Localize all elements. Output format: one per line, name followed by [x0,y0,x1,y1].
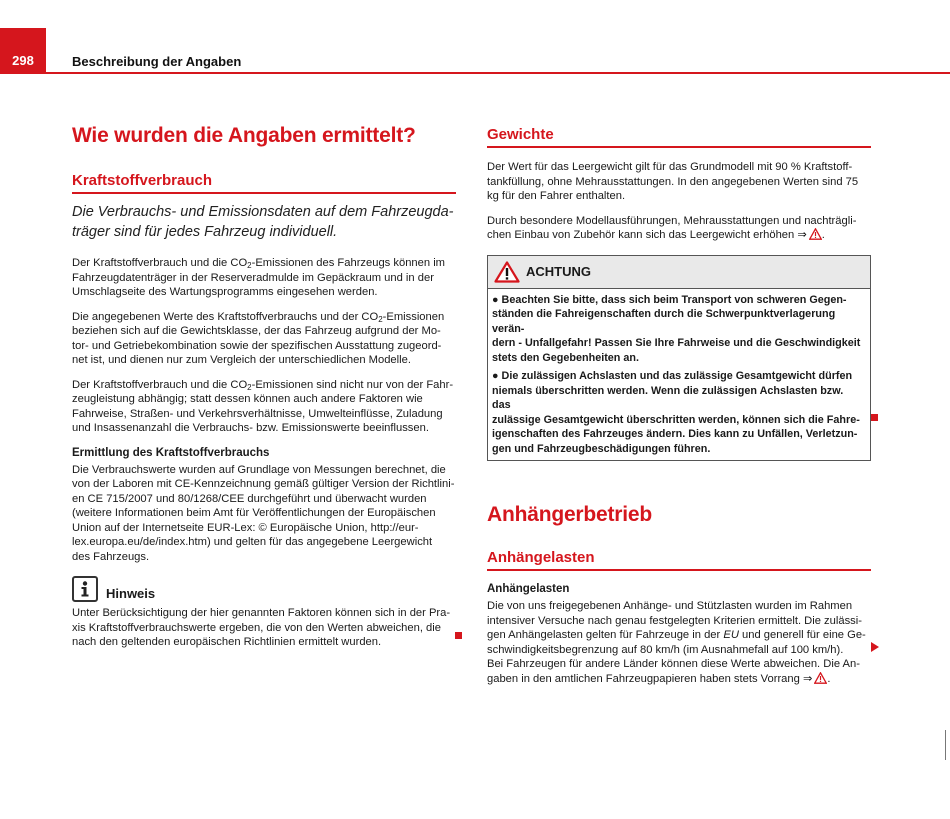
warning-item: ● Beachten Sie bitte, dass sich beim Transport von schweren Gegen- ständen die Fahreigenschaften durch die Schwerpunktverlagerung verän- dern - Unfallgefahr! Passen Sie Ihre Fahrweise und die Geschwindigkeit stets den Gegebenheiten an. [492,293,861,364]
left-column [72,124,456,650]
section-rule [487,146,871,148]
end-marker-icon [455,632,462,639]
section-rule [72,192,456,194]
warning-box [487,255,871,462]
continue-arrow-icon [871,642,879,652]
warning-triangle-icon [809,228,822,240]
page-number: 298 [0,28,46,74]
page-edge [945,730,950,760]
main-heading: Wie wurden die Angaben ermittelt? [72,124,416,147]
section-heading-gewichte: Gewichte [487,126,554,143]
lead-text: Die Verbrauchs- und Emissionsdaten auf dem Fahrzeugda- träger sind für jedes Fahrzeug individuell. [72,204,454,240]
subheading-anhaengelasten: Anhängelasten [487,583,570,595]
section-heading-anhaengelasten: Anhängelasten [487,549,595,566]
warning-body [488,289,870,461]
running-header: Beschreibung der Angaben [72,54,242,69]
subheading-ermittlung: Ermittlung des Kraftstoffverbrauchs [72,446,270,459]
section-heading-kraftstoff: Kraftstoffverbrauch [72,172,213,189]
paragraph: Der Kraftstoffverbrauch und die $CO_2$-Emissionen sind nicht nur von der Fahr- zeugleistung abhängig; statt dessen können auch andere Faktoren wie Fahrweise, Straßen- und Verkehrsverhältnisse, Umwelteinflüsse, Zuladung und Insassenanzahl die Verbrauchs- bzw. Emissionswerte beeinflussen. [72,378,454,434]
paragraph: Durch besondere Modellausführungen, Mehrausstattungen und nachträgli- chen Einbau von Zubehör kann sich das Leergewicht erhöhen ⇒ . [487,214,857,241]
paragraph: Die von uns freigegebenen Anhänge- und Stützlasten wurden im Rahmen intensiver Versuche nach genau festgelegten Kriterien ermittelt. Die zulässi- gen Anhängelasten gelten für Fahrzeuge in der EU und generell für eine Ge- schwindigkeitsbegrenzung auf 80 km/h (im Ausnahmefall auf 100 km/h). Bei Fahrzeugen für andere Länder können diese Werte abweichen. Die An- gaben in den amtlichen Fahrzeugpapieren haben stets Vorrang ⇒ . [487,600,866,685]
end-marker-icon [871,414,878,421]
paragraph: Der Kraftstoffverbrauch und die $CO_2$-Emissionen des Fahrzeugs können im Fahrzeugdatenträger in der Reserveradmulde im Gepäckraum und in der Umschlagseite des Wartungsprogramms eingesehen werden. [72,257,445,298]
warning-triangle-icon [814,672,827,684]
right-column [487,126,871,686]
note-title: Hinweis [106,586,156,601]
header-rule [46,72,950,74]
warning-triangle-icon [494,261,520,283]
warning-item: ● Die zulässigen Achslasten und das zulässige Gesamtgewicht dürfen niemals überschritten werden. Wenn die zulässigen Achslasten bzw. das zulässige Gesamtgewicht überschritten werden, können sich die Fahre- igenschaften des Fahrzeuges ändern. Dies kann zu Unfällen, Verletzun- gen und Fahrzeugbeschädigungen führen. [492,370,860,455]
info-note-icon [72,576,98,602]
paragraph: Die Verbrauchswerte wurden auf Grundlage von Messungen berechnet, die von der Laboren mit CE-Kennzeichnung gemäß gültiger Version der Richtlini- en CE 715/2007 und 80/1268/CEE durchgeführt und überwacht wurden (weitere Informationen beim Amt für Veröffentlichungen der Europäischen Union auf der Internetseite EUR-Lex: © Europäische Union, http://eur- lex.europa.eu/de/index.htm) und gelten für das angegebene Leergewicht des Fahrzeugs. [72,463,455,563]
note-text: Unter Berücksichtigung der hier genannten Faktoren können sich in der Pra- xis Kraftstoffverbrauchswerte ergeben, die von den Werten abweichen, die nach den geltenden europäischen Richtlinien ermittelt wurden. [72,607,451,648]
main-heading-anhaenger: Anhängerbetrieb [487,503,653,526]
section-rule [487,569,871,571]
note-header [72,576,456,602]
paragraph: Der Wert für das Leergewicht gilt für das Grundmodell mit 90 % Kraftstoff- tankfüllung, ohne Mehrausstattungen. In den angegebenen Werten sind 75 kg für den Fahrer enthalten. [487,161,859,202]
warning-title: ACHTUNG [526,264,591,279]
paragraph: Die angegebenen Werte des Kraftstoffverbrauchs und der $CO_2$-Emissionen beziehen sich auf die Gewichtsklasse, der das Fahrzeug aufgrund der Mo- tor- und Getriebekombination sowie der spezifischen Ausstattung zugeord- net ist, und dienen nur zum Vergleich der unterschiedlichen Modelle. [72,310,445,366]
warning-header [488,256,870,289]
